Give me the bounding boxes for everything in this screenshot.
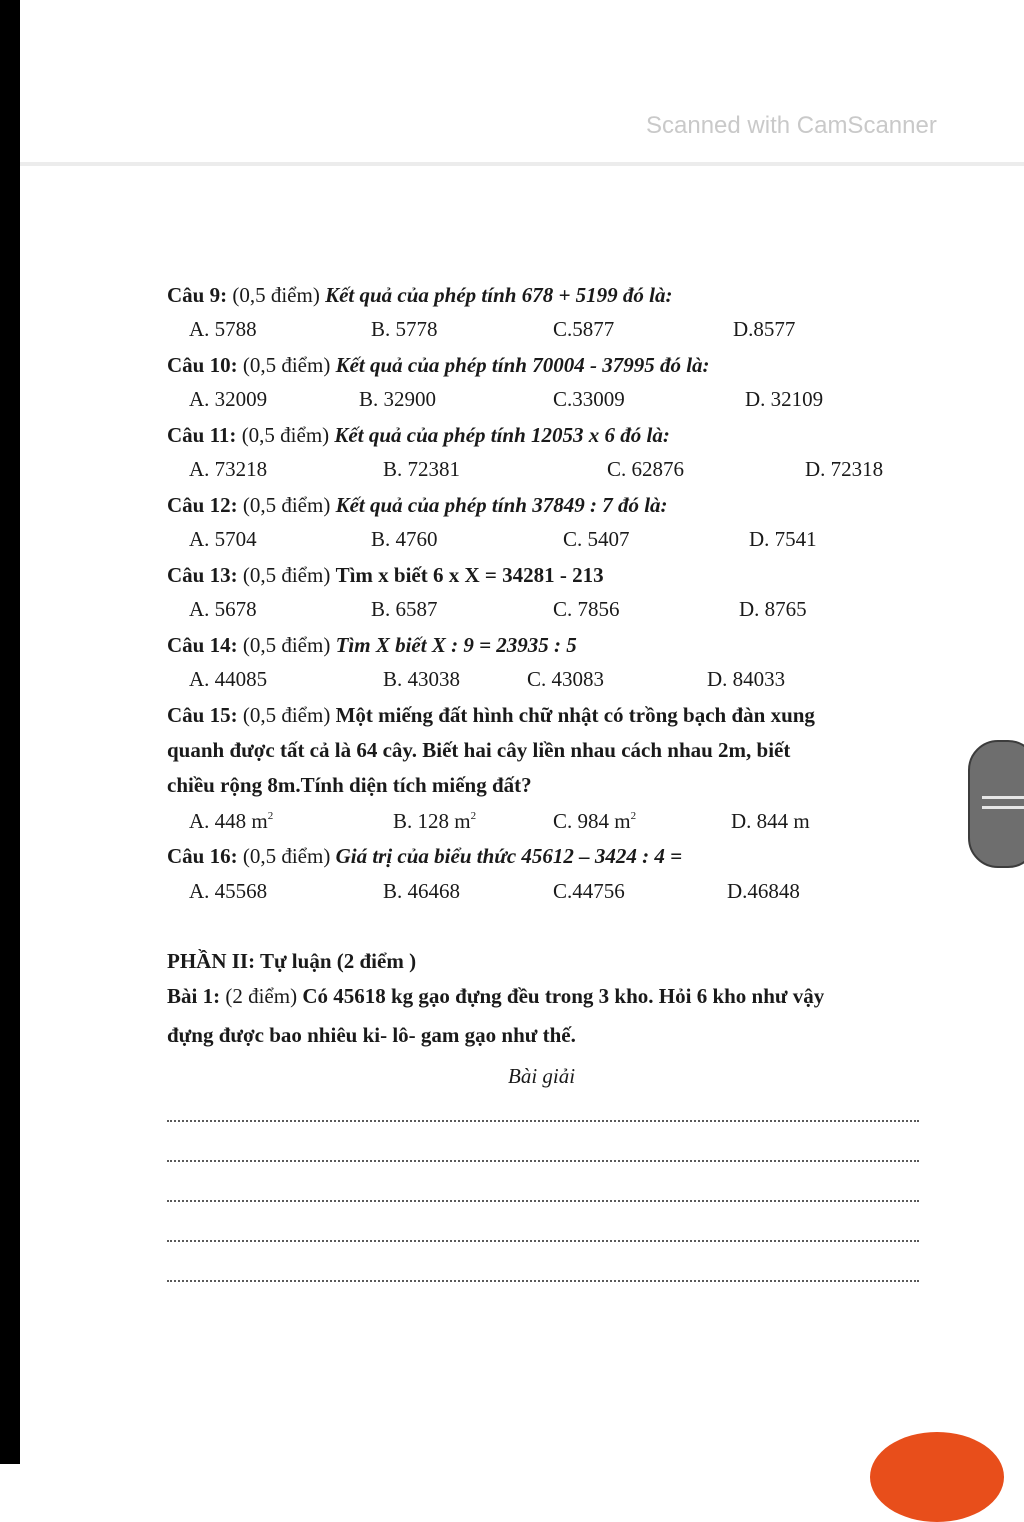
- question-16: [167, 843, 682, 869]
- part2-task: [167, 983, 824, 1009]
- part2-task-line1: Có 45618 kg gạo đựng đều trong 3 kho. Hỏi 6 kho như vậy: [302, 984, 825, 1008]
- q10-option-c: C.33009: [553, 387, 625, 411]
- q15-option-c: [553, 808, 636, 834]
- question-9: [167, 282, 673, 308]
- q10-option-b: B. 32900: [359, 387, 437, 411]
- question-9-prompt: Kết quả của phép tính 678 + 5199 đó là:: [325, 283, 673, 307]
- question-14: [167, 632, 577, 658]
- question-15-prompt-line3: chiều rộng 8m.Tính diện tích miếng đất?: [167, 773, 532, 797]
- answer-line-4: [167, 1240, 919, 1242]
- question-10-label: Câu 10:: [167, 353, 238, 377]
- q15-option-a-text: A. 448 m: [189, 809, 268, 833]
- question-11: [167, 422, 670, 448]
- left-black-border: [0, 0, 20, 1464]
- question-11-prompt: Kết quả của phép tính 12053 x 6 đó là:: [334, 423, 670, 447]
- q16-option-a: A. 45568: [189, 879, 268, 903]
- question-10-prompt: Kết quả của phép tính 70004 - 37995 đó là:: [335, 353, 710, 377]
- part2-task-label: Bài 1:: [167, 984, 221, 1008]
- question-14-label: Câu 14:: [167, 633, 238, 657]
- q15-option-d: D. 844 m: [731, 809, 810, 833]
- question-15: [167, 702, 815, 728]
- q9-option-a: A. 5788: [189, 317, 257, 341]
- question-12-prompt: Kết quả của phép tính 37849 : 7 đó là:: [335, 493, 668, 517]
- q14-option-b: B. 43038: [383, 667, 461, 691]
- q9-option-c: C.5877: [553, 317, 615, 341]
- solution-heading: Bài giải: [508, 1064, 576, 1088]
- question-9-label: Câu 9:: [167, 283, 228, 307]
- question-15-prompt-line2: quanh được tất cả là 64 cây. Biết hai cây liền nhau cách nhau 2m, biết: [167, 738, 791, 762]
- question-16-prompt: Giá trị của biểu thức 45612 – 3424 : 4 =: [335, 844, 683, 868]
- q13-option-d: D. 8765: [739, 597, 807, 621]
- question-14-points: (0,5 điểm): [237, 633, 336, 657]
- q11-option-b: B. 72381: [383, 457, 461, 481]
- question-10-points: (0,5 điểm): [237, 353, 336, 377]
- part2-task-points: (2 điểm): [220, 984, 303, 1008]
- header-divider: [20, 162, 1024, 166]
- question-11-label: Câu 11:: [167, 423, 237, 447]
- question-14-prompt: Tìm X biết X : 9 = 23935 : 5: [335, 633, 577, 657]
- question-12-label: Câu 12:: [167, 493, 238, 517]
- q9-option-d: D.8577: [733, 317, 796, 341]
- q15-option-a: [189, 808, 273, 834]
- grip-line-top: [982, 796, 1024, 799]
- q14-option-d: D. 84033: [707, 667, 786, 691]
- q12-option-a: A. 5704: [189, 527, 257, 551]
- question-9-points: (0,5 điểm): [227, 283, 326, 307]
- q13-option-b: B. 6587: [371, 597, 438, 621]
- q11-option-c: C. 62876: [607, 457, 685, 481]
- question-15-prompt-line1: Một miếng đất hình chữ nhật có trồng bạch đàn xung: [335, 703, 815, 727]
- question-13-points: (0,5 điểm): [237, 563, 336, 587]
- q11-option-d: D. 72318: [805, 457, 884, 481]
- question-10: [167, 352, 710, 378]
- q12-option-c: C. 5407: [563, 527, 630, 551]
- q15-option-b-sup: 2: [470, 810, 477, 822]
- q15-option-c-sup: 2: [630, 810, 637, 822]
- question-11-points: (0,5 điểm): [236, 423, 335, 447]
- part2-task-line2: đựng được bao nhiêu ki- lô- gam gạo như thế.: [167, 1023, 576, 1047]
- question-15-label: Câu 15:: [167, 703, 238, 727]
- part2-title: PHẦN II: Tự luận (2 điểm ): [167, 949, 417, 973]
- q16-option-b: B. 46468: [383, 879, 461, 903]
- q16-option-d: D.46848: [727, 879, 800, 903]
- q10-option-d: D. 32109: [745, 387, 824, 411]
- answer-line-1: [167, 1120, 919, 1122]
- watermark: Scanned with CamScanner: [646, 112, 937, 139]
- question-12-points: (0,5 điểm): [237, 493, 336, 517]
- answer-line-2: [167, 1160, 919, 1162]
- question-13-prompt: Tìm x biết 6 x X = 34281 - 213: [335, 563, 604, 587]
- question-13-label: Câu 13:: [167, 563, 238, 587]
- q15-option-b-text: B. 128 m: [393, 809, 471, 833]
- q15-option-b: [393, 808, 476, 834]
- q12-option-d: D. 7541: [749, 527, 817, 551]
- q10-option-a: A. 32009: [189, 387, 268, 411]
- question-16-points: (0,5 điểm): [237, 844, 336, 868]
- floating-action-button[interactable]: [870, 1432, 1004, 1522]
- q13-option-a: A. 5678: [189, 597, 257, 621]
- question-15-points: (0,5 điểm): [237, 703, 336, 727]
- q14-option-c: C. 43083: [527, 667, 605, 691]
- question-16-label: Câu 16:: [167, 844, 238, 868]
- q15-option-a-sup: 2: [267, 810, 274, 822]
- q14-option-a: A. 44085: [189, 667, 268, 691]
- answer-line-5: [167, 1280, 919, 1282]
- answer-line-3: [167, 1200, 919, 1202]
- question-13: [167, 562, 604, 588]
- q16-option-c: C.44756: [553, 879, 625, 903]
- q15-option-c-text: C. 984 m: [553, 809, 631, 833]
- scroll-handle[interactable]: [968, 740, 1024, 868]
- q11-option-a: A. 73218: [189, 457, 268, 481]
- q13-option-c: C. 7856: [553, 597, 620, 621]
- q9-option-b: B. 5778: [371, 317, 438, 341]
- question-12: [167, 492, 668, 518]
- grip-line-bottom: [982, 806, 1024, 809]
- q12-option-b: B. 4760: [371, 527, 438, 551]
